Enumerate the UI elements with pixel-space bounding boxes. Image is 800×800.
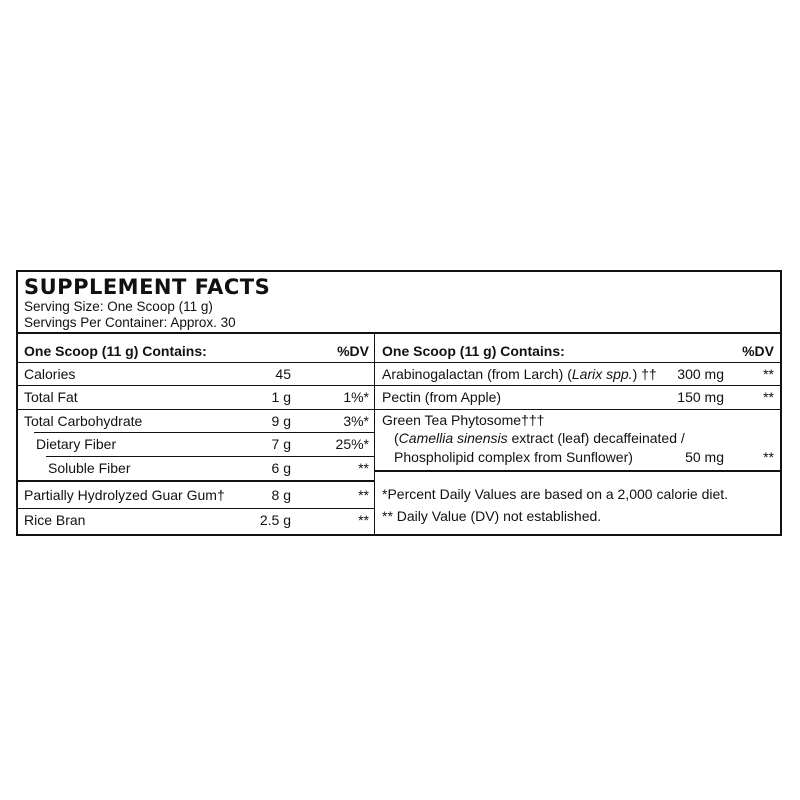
ingredient-dv: ** xyxy=(763,366,774,382)
nutrient-name: Calories xyxy=(24,366,76,382)
right-dv-header: %DV xyxy=(742,343,774,359)
ingredient-amount: 150 mg xyxy=(677,389,724,405)
divider xyxy=(18,480,374,482)
green-tea-line3: Phospholipid complex from Sunflower) xyxy=(394,449,633,465)
line2-italic: Camellia sinensis xyxy=(398,430,508,446)
nutrient-amount: 45 xyxy=(275,366,291,382)
nutrient-dv: ** xyxy=(358,512,369,528)
ingredient-dv: ** xyxy=(763,449,774,465)
line2-part: ( xyxy=(394,430,399,446)
green-tea-line2 xyxy=(394,430,685,446)
panel-title: SUPPLEMENT FACTS xyxy=(24,275,271,299)
nutrient-row-guar-gum xyxy=(24,484,369,506)
ingredient-name: Pectin (from Apple) xyxy=(382,389,502,405)
nutrient-name: Dietary Fiber xyxy=(36,436,117,452)
nutrient-amount: 1 g xyxy=(271,389,291,405)
divider xyxy=(375,470,780,472)
name-part: Arabinogalactan (from Larch) ( xyxy=(382,366,572,382)
nutrient-dv: 3%* xyxy=(343,413,369,429)
divider xyxy=(375,409,780,410)
serving-size: Serving Size: One Scoop (11 g) xyxy=(24,299,213,314)
name-part: ) †† xyxy=(632,366,657,382)
footnote-percent-dv: *Percent Daily Values are based on a 2,000 calorie diet. xyxy=(382,486,729,502)
left-header-row xyxy=(24,340,369,362)
nutrient-name: Partially Hydrolyzed Guar Gum† xyxy=(24,487,225,503)
green-tea-line1: Green Tea Phytosome††† xyxy=(382,412,545,428)
nutrient-row-rice-bran xyxy=(24,509,369,531)
nutrient-row-total-fat xyxy=(24,386,369,408)
nutrient-name: Soluble Fiber xyxy=(48,460,131,476)
ingredient-dv: ** xyxy=(763,389,774,405)
nutrient-dv: ** xyxy=(358,460,369,476)
nutrient-name: Rice Bran xyxy=(24,512,86,528)
left-dv-header: %DV xyxy=(337,343,369,359)
nutrient-row-soluble-fiber xyxy=(24,457,369,479)
nutrient-amount: 2.5 g xyxy=(259,512,291,528)
column-divider xyxy=(374,334,375,534)
ingredient-amount: 50 mg xyxy=(685,449,724,465)
supplement-facts-panel xyxy=(16,270,782,536)
nutrient-row-calories xyxy=(24,363,369,385)
nutrient-row-dietary-fiber xyxy=(24,433,369,455)
nutrient-amount: 9 g xyxy=(271,413,291,429)
nutrient-amount: 7 g xyxy=(271,436,291,452)
line2-part: extract (leaf) decaffeinated / xyxy=(507,430,685,446)
ingredient-row-pectin xyxy=(382,386,774,408)
name-italic: Larix spp. xyxy=(571,366,633,382)
header-rule xyxy=(18,332,780,334)
ingredient-amount: 300 mg xyxy=(677,366,724,382)
nutrient-dv: ** xyxy=(358,487,369,503)
right-col-header: One Scoop (11 g) Contains: xyxy=(382,343,565,359)
nutrient-amount: 8 g xyxy=(271,487,291,503)
nutrient-dv: 25%* xyxy=(335,436,369,452)
ingredient-name xyxy=(382,363,657,385)
nutrient-dv: 1%* xyxy=(343,389,369,405)
footnote-dv-not-established: ** Daily Value (DV) not established. xyxy=(382,508,602,524)
ingredient-row-green-tea xyxy=(382,446,774,468)
nutrient-name: Total Fat xyxy=(24,389,78,405)
ingredient-row-arabinogalactan xyxy=(382,363,774,385)
nutrient-amount: 6 g xyxy=(271,460,291,476)
right-header-row xyxy=(382,340,774,362)
nutrient-row-total-carbohydrate xyxy=(24,410,369,432)
servings-per-container: Servings Per Container: Approx. 30 xyxy=(24,315,236,330)
nutrient-name: Total Carbohydrate xyxy=(24,413,143,429)
left-col-header: One Scoop (11 g) Contains: xyxy=(24,343,207,359)
